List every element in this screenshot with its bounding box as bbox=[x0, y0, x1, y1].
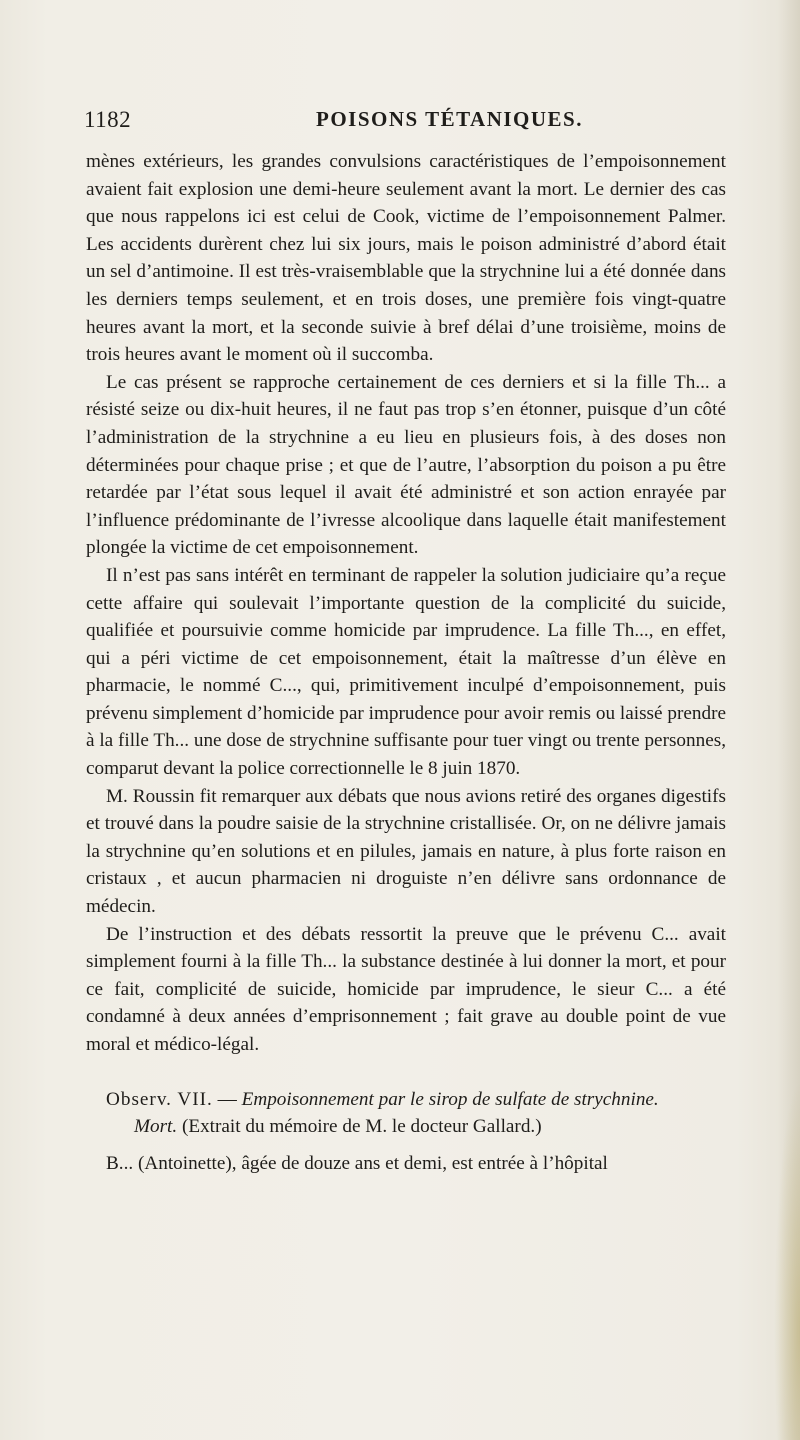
observation-heading bbox=[86, 1086, 726, 1114]
observation-title: Empoisonnement par le sirop de sulfate de strychnine. bbox=[241, 1088, 659, 1110]
observation-first-line: B... (Antoinette), âgée de douze ans et demi, est entrée à l’hôpital bbox=[106, 1152, 608, 1174]
observation-label: Observ. VII. bbox=[106, 1088, 213, 1110]
page-number: 1182 bbox=[84, 107, 132, 132]
paragraph-2: Le cas présent se rapproche certainement de ces derniers et si la fille Th... a résisté seize ou dix-huit heures, il ne faut pas trop s’en étonner, puisque d’un côté l’administration de la strychnine a eu lieu en plusieurs fois, à des doses non déterminées pour chaque prise ; et que de l’autre, l’absorption du poison a pu être retardée par l’état sous lequel il avait été administré et son action enrayée par l’influence prédominante de l’ivresse alcoolique dans laquelle était manifestement plongée la victime de cet empoisonnement. bbox=[86, 371, 726, 559]
observation-heading-cont bbox=[86, 1113, 726, 1141]
observation-source: (Extrait du mémoire de M. le docteur Gallard.) bbox=[177, 1116, 542, 1138]
body-text bbox=[86, 148, 726, 1177]
observation-dash: — bbox=[212, 1088, 242, 1110]
paragraph-5: De l’instruction et des débats ressortit la preuve que le prévenu C... avait simplement fourni à la fille Th... la substance destinée à lui donner la mort, et pour ce fait, complicité de suicide, homicide par imprudence, le sieur C... a été condamné à deux années d’emprisonnement ; fait grave au double point de vue moral et médico-légal. bbox=[86, 923, 726, 1055]
observation-title-cont: Mort. bbox=[134, 1116, 178, 1138]
running-title: POISONS TÉTANIQUES. bbox=[316, 107, 583, 131]
paper-stain bbox=[774, 1080, 800, 1440]
paragraph-4: M. Roussin fit remarquer aux débats que nous avions retiré des organes digestifs et trouvé dans la poudre saisie de la strychnine cristallisée. Or, on ne délivre jamais la strychnine qu’en solutions et en pilules, jamais en nature, à plus forte raison en cristaux , et aucun pharmacien ni droguiste n’en délivre sans ordonnance de médecin. bbox=[86, 785, 726, 918]
page-header bbox=[84, 107, 724, 137]
paragraph-3: Il n’est pas sans intérêt en terminant de rappeler la solution judiciaire qu’a reçue cette affaire qui soulevait l’importante question de la complicité du suicide, qualifiée et poursuivie comme homicide par imprudence. La fille Th..., en effet, qui a péri victime de cet empoisonnement, était la maîtresse d’un élève en pharmacie, le nommé C..., qui, primitivement inculpé d’empoisonnement, puis prévenu simplement d’homicide par imprudence pour avoir remis ou laissé prendre à la fille Th... une dose de strychnine suffisante pour tuer vingt ou trente personnes, comparut devant la police correctionnelle le 8 juin 1870. bbox=[86, 564, 726, 780]
paragraph-1: mènes extérieurs, les grandes convulsions caractéristiques de l’empoisonnement avaient fait explosion une demi-heure seulement avant la mort. Le dernier des cas que nous rappelons ici est celui de Cook, victime de l’empoisonnement Palmer. Les accidents durèrent chez lui six jours, mais le poison administré d’abord était un sel d’antimoine. Il est très-vraisemblable que la strychnine lui a été donnée dans les derniers temps seulement, et en trois doses, une première fois vingt-quatre heures avant la mort, et la seconde suivie à bref délai d’une troisième, moins de trois heures avant le moment où il succomba. bbox=[86, 151, 726, 366]
